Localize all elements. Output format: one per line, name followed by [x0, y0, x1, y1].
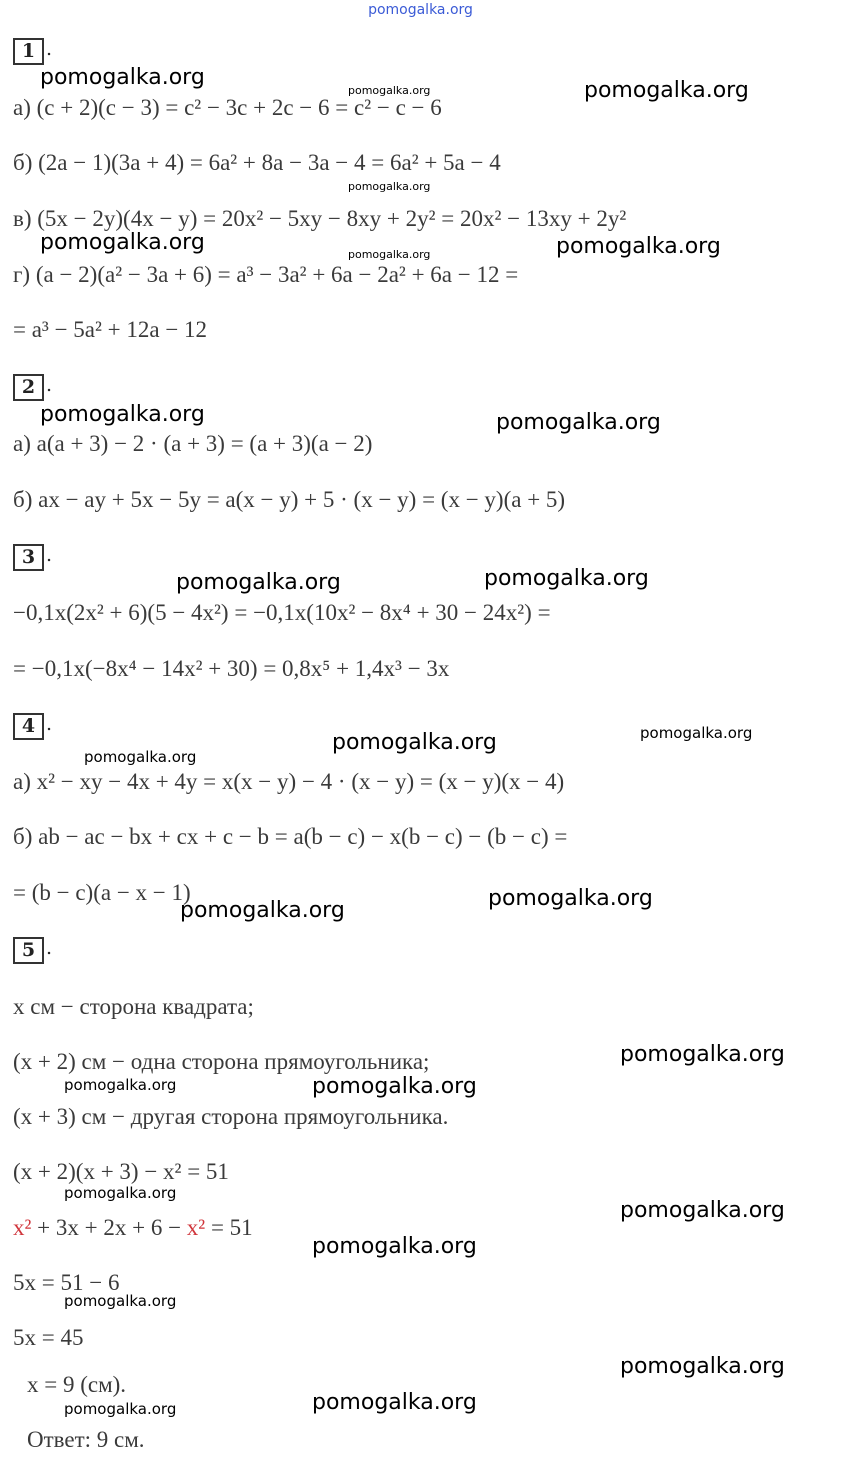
task-number-dot: .: [46, 374, 53, 396]
cancelled-term: x²: [13, 1215, 32, 1240]
task-number-dot: .: [46, 38, 53, 60]
watermark: pomogalka.org: [312, 1390, 477, 1415]
watermark: pomogalka.org: [40, 230, 205, 255]
task-number-1: 1: [13, 38, 44, 65]
task4-line-b-cont: = (b − c)(a − x − 1): [13, 880, 191, 905]
task2-line-a: а) a(a + 3) − 2 · (a + 3) = (a + 3)(a − 2): [13, 431, 373, 456]
task5-line-3: (x + 3) см − другая сторона прямоугольника.: [13, 1104, 449, 1129]
watermark: pomogalka.org: [620, 1354, 785, 1379]
watermark: pomogalka.org: [332, 730, 497, 755]
task1-line-g-cont: = a³ − 5a² + 12a − 12: [13, 317, 208, 342]
task-number-dot: .: [46, 713, 53, 735]
watermark: pomogalka.org: [620, 1198, 785, 1223]
watermark: pomogalka.org: [496, 410, 661, 435]
watermark: pomogalka.org: [64, 1400, 177, 1418]
task5-equation: (x + 2)(x + 3) − x² = 51: [13, 1159, 229, 1184]
site-header-watermark[interactable]: pomogalka.org: [368, 2, 473, 18]
task1-line-g: г) (a − 2)(a² − 3a + 6) = a³ − 3a² + 6a − 2a² + 6a − 12 =: [13, 262, 519, 287]
task3-line-2: = −0,1x(−8x⁴ − 14x² + 30) = 0,8x⁵ + 1,4x³ − 3x: [13, 656, 450, 681]
task-number-dot: .: [46, 937, 53, 959]
task-number-2: 2: [13, 374, 44, 401]
cancelled-term: x²: [186, 1215, 206, 1240]
expanded-middle: + 3x + 2x + 6 −: [31, 1215, 187, 1240]
watermark: pomogalka.org: [40, 402, 205, 427]
task4-line-a: а) x² − xy − 4x + 4y = x(x − y) − 4 · (x − y) = (x − y)(x − 4): [13, 769, 565, 794]
task1-line-a: а) (c + 2)(c − 3) = c² − 3c + 2c − 6 = c² − c − 6: [13, 95, 442, 120]
watermark: pomogalka.org: [84, 748, 197, 766]
task5-expanded: [13, 1214, 253, 1242]
watermark: pomogalka.org: [488, 886, 653, 911]
watermark: pomogalka.org: [348, 248, 431, 261]
task-number-5: 5: [13, 937, 44, 964]
watermark: pomogalka.org: [584, 78, 749, 103]
watermark: pomogalka.org: [176, 570, 341, 595]
watermark: pomogalka.org: [312, 1074, 477, 1099]
watermark: pomogalka.org: [64, 1184, 177, 1202]
expanded-end: = 51: [205, 1215, 253, 1240]
watermark: pomogalka.org: [484, 566, 649, 591]
watermark: pomogalka.org: [348, 84, 431, 97]
watermark: pomogalka.org: [620, 1042, 785, 1067]
task5-line-1: x см − сторона квадрата;: [13, 994, 254, 1019]
watermark: pomogalka.org: [64, 1292, 177, 1310]
task4-line-b: б) ab − ac − bx + cx + c − b = a(b − c) − x(b − c) − (b − c) =: [13, 824, 568, 849]
task3-line-1: −0,1x(2x² + 6)(5 − 4x²) = −0,1x(10x² − 8x⁴ + 30 − 24x²) =: [13, 600, 551, 625]
watermark: pomogalka.org: [64, 1076, 177, 1094]
task5-line-2: (x + 2) см − одна сторона прямоугольника;: [13, 1049, 430, 1074]
task-number-4: 4: [13, 713, 44, 740]
task2-line-b: б) ax − ay + 5x − 5y = a(x − y) + 5 · (x − y) = (x − y)(a + 5): [13, 487, 566, 512]
task1-line-v: в) (5x − 2y)(4x − y) = 20x² − 5xy − 8xy + 2y² = 20x² − 13xy + 2y²: [13, 206, 627, 231]
watermark: pomogalka.org: [640, 724, 753, 742]
watermark: pomogalka.org: [556, 234, 721, 259]
watermark: pomogalka.org: [180, 898, 345, 923]
task5-step-1: 5x = 51 − 6: [13, 1270, 120, 1295]
task5-answer: Ответ: 9 см.: [27, 1427, 145, 1452]
task-number-3: 3: [13, 544, 44, 571]
task-number-dot: .: [46, 544, 53, 566]
task5-step-2: 5x = 45: [13, 1325, 84, 1350]
watermark: pomogalka.org: [40, 65, 205, 90]
task5-solution: x = 9 (см).: [27, 1372, 127, 1397]
watermark: pomogalka.org: [348, 180, 431, 193]
watermark: pomogalka.org: [312, 1234, 477, 1259]
task1-line-b: б) (2a − 1)(3a + 4) = 6a² + 8a − 3a − 4 = 6a² + 5a − 4: [13, 150, 501, 175]
